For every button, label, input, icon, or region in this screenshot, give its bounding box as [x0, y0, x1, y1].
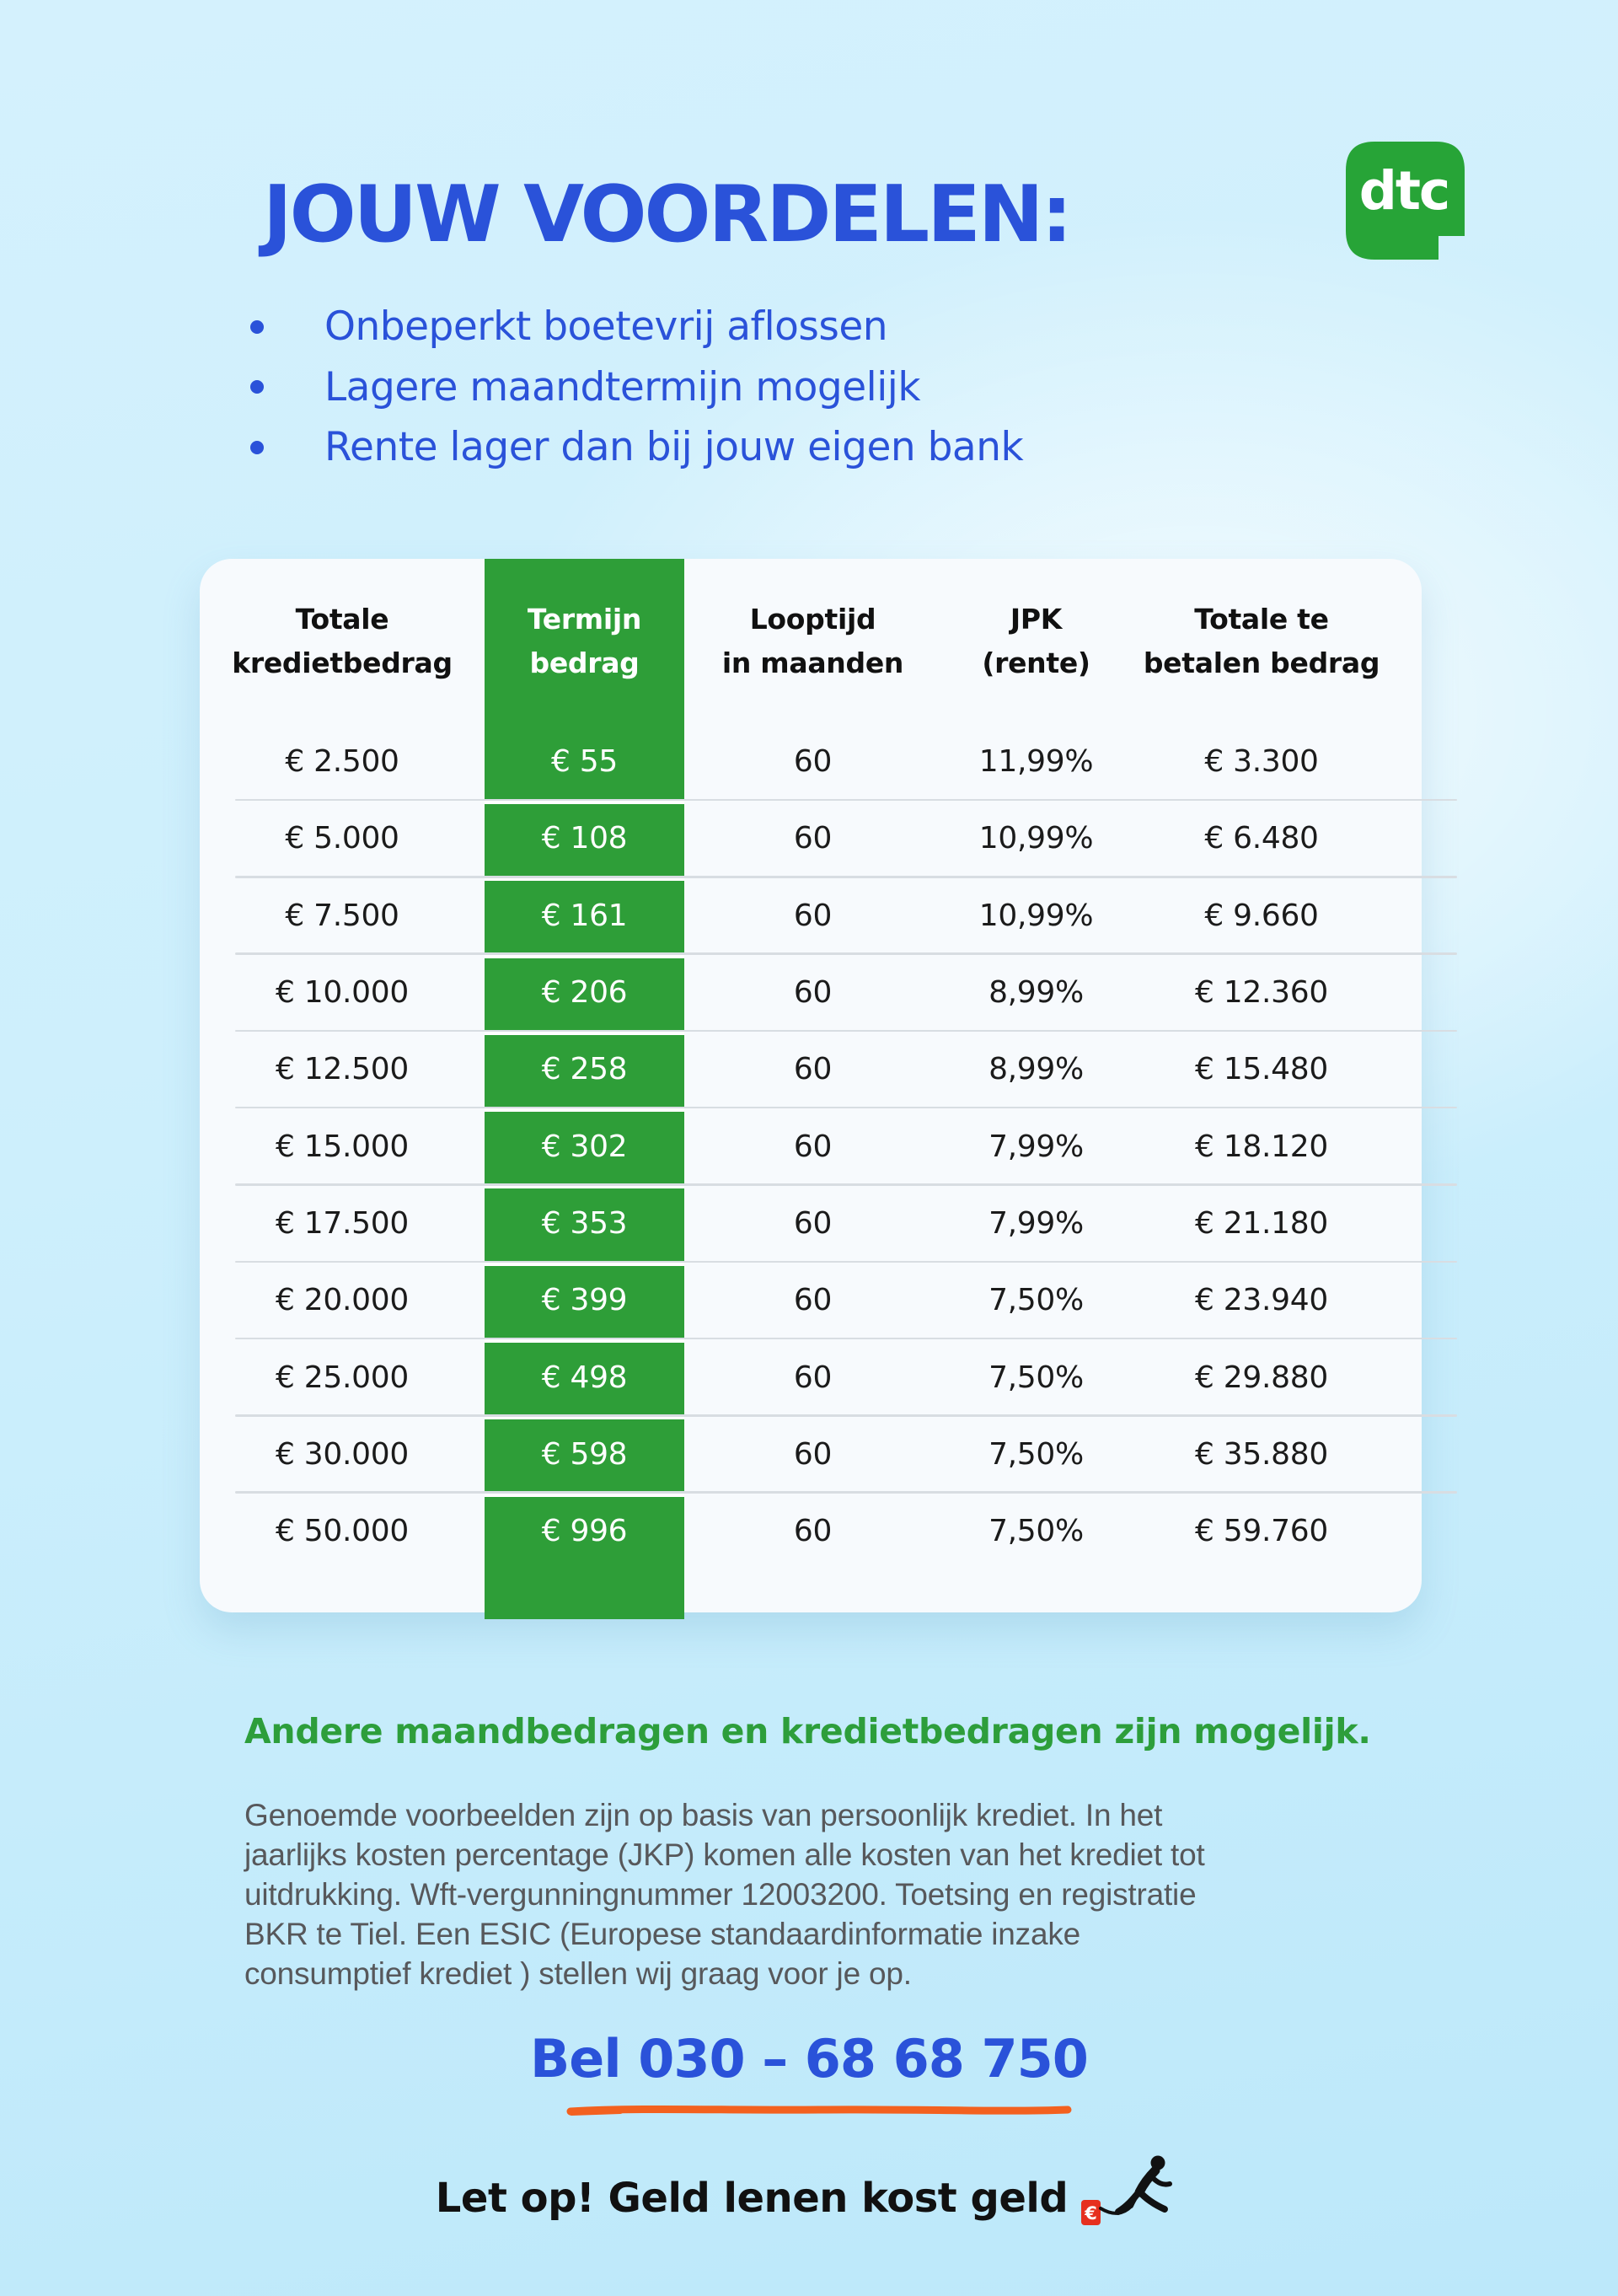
table-cell: 7,99% [988, 1129, 1084, 1164]
table-row [200, 1338, 1392, 1415]
column-header-totale-kredietbedrag [200, 598, 485, 685]
cell-termijn-bedrag: € 258 [541, 1052, 628, 1087]
table-row [200, 1108, 1392, 1184]
table-cell: 8,99% [988, 975, 1084, 1011]
table-cell: € 21.180 [1195, 1205, 1328, 1241]
table-cell: 60 [793, 1129, 833, 1164]
table-cell: 60 [793, 1436, 833, 1472]
header-line: betalen bedrag [1143, 646, 1380, 679]
header-line: Looptijd [749, 602, 876, 636]
table-cell: 60 [793, 1283, 833, 1318]
table-cell: € 35.880 [1195, 1436, 1328, 1472]
table-cell: € 18.120 [1195, 1129, 1328, 1164]
table-cell: 8,99% [988, 1052, 1084, 1087]
list-item [250, 417, 1023, 478]
cell-termijn-bedrag: € 598 [541, 1436, 628, 1472]
list-item [250, 297, 1023, 357]
header-line: bedrag [529, 646, 640, 679]
list-item [250, 357, 1023, 418]
table-cell: 60 [793, 975, 833, 1011]
table-cell: € 7.500 [285, 898, 399, 933]
benefits-list [250, 297, 1023, 478]
table-cell: 10,99% [978, 898, 1094, 933]
table-cell: 60 [793, 1205, 833, 1241]
table-cell: 60 [793, 1514, 833, 1549]
table-row [200, 1416, 1392, 1493]
cell-termijn-bedrag: € 206 [541, 975, 628, 1011]
cell-termijn-bedrag: € 55 [551, 744, 618, 780]
benefit-label: Onbeperkt boetevrij aflossen [324, 303, 888, 351]
rates-table-card [200, 559, 1422, 1612]
table-row [200, 800, 1392, 877]
bullet-icon [250, 441, 264, 454]
table-cell: 7,99% [988, 1205, 1084, 1241]
table-cell: 10,99% [978, 821, 1094, 856]
table-row [200, 954, 1392, 1031]
header-line: JPK [1010, 602, 1063, 636]
benefit-label: Lagere maandtermijn mogelijk [324, 363, 921, 410]
table-cell: 7,50% [988, 1514, 1084, 1549]
cell-termijn-bedrag: € 399 [541, 1283, 628, 1318]
column-header-looptijd [684, 598, 941, 685]
table-cell: € 10.000 [276, 975, 409, 1011]
column-header-totale-te-betalen [1131, 598, 1392, 685]
highlight-text: Andere maandbedragen en kredietbedragen zijn mogelijk. [244, 1711, 1371, 1752]
cell-termijn-bedrag: € 353 [541, 1205, 628, 1241]
euro-symbol: € [1085, 2203, 1097, 2224]
table-cell: 7,50% [988, 1360, 1084, 1395]
table-cell: € 9.660 [1204, 898, 1319, 933]
table-cell: 60 [793, 1360, 833, 1395]
table-cell: € 23.940 [1195, 1283, 1328, 1318]
header-line: (rente) [982, 646, 1090, 679]
header-line: Totale [295, 602, 389, 636]
cell-termijn-bedrag: € 161 [541, 898, 628, 933]
table-row [200, 1493, 1392, 1569]
cell-termijn-bedrag: € 996 [541, 1514, 628, 1549]
table-header-row [200, 559, 1392, 723]
header-line: Termijn [527, 602, 642, 636]
phone-underline-stroke [566, 2104, 1072, 2117]
table-row [200, 877, 1392, 954]
legal-paragraph: Genoemde voorbeelden zijn op basis van persoonlijk krediet. In het jaarlijks kosten percentage (JKP) komen alle kosten van het krediet tot uitdrukking. Wft-vergunningnummer 12003200. Toetsing en registratie BKR te Tiel. Een ESIC (Europese standaardinformatie inzake consumptief krediet ) stellen wij graag voor je op. [244, 1798, 1205, 1991]
column-header-termijn-bedrag [485, 598, 684, 685]
table-cell: € 17.500 [276, 1205, 409, 1241]
phone-number[interactable]: Bel 030 – 68 68 750 [530, 2028, 1088, 2089]
header-line: in maanden [721, 646, 904, 679]
credit-warning-text: Let op! Geld lenen kost geld [435, 2175, 1069, 2222]
table-cell: € 12.500 [276, 1052, 409, 1087]
table-cell: 7,50% [988, 1283, 1084, 1318]
page-title: JOUW VOORDELEN: [263, 169, 1070, 260]
dtc-logo [1346, 142, 1465, 260]
cell-termijn-bedrag: € 498 [541, 1360, 628, 1395]
table-cell: € 6.480 [1204, 821, 1319, 856]
dtc-logo-icon [1346, 142, 1465, 260]
table-cell: € 15.480 [1195, 1052, 1328, 1087]
table-cell: € 50.000 [276, 1514, 409, 1549]
table-cell: 60 [793, 898, 833, 933]
table-cell: € 29.880 [1195, 1360, 1328, 1395]
table-row [200, 1031, 1392, 1108]
table-cell: € 25.000 [276, 1360, 409, 1395]
table-cell: € 15.000 [276, 1129, 409, 1164]
bullet-icon [250, 320, 264, 334]
table-cell: 11,99% [978, 744, 1094, 780]
header-line: Totale te [1194, 602, 1329, 636]
table-cell: 60 [793, 744, 833, 780]
table-body [200, 723, 1392, 1569]
benefit-label: Rente lager dan bij jouw eigen bank [324, 424, 1024, 471]
dtc-logo-text: dtc [1358, 160, 1449, 222]
table-cell: 7,50% [988, 1436, 1084, 1472]
header-line: kredietbedrag [232, 646, 453, 679]
cell-termijn-bedrag: € 108 [541, 821, 628, 856]
column-header-jpk [941, 598, 1131, 685]
table-cell: € 20.000 [276, 1283, 409, 1318]
table-row [200, 1262, 1392, 1338]
table-cell: € 30.000 [276, 1436, 409, 1472]
table-cell: 60 [793, 1052, 833, 1087]
money-ball-runner-icon [1080, 2154, 1182, 2230]
table-cell: € 5.000 [285, 821, 399, 856]
table-cell: € 3.300 [1204, 744, 1319, 780]
cell-termijn-bedrag: € 302 [541, 1129, 628, 1164]
table-cell: € 59.760 [1195, 1514, 1328, 1549]
table-cell: € 2.500 [285, 744, 399, 780]
credit-warning [0, 2154, 1618, 2230]
bullet-icon [250, 380, 264, 394]
table-cell: € 12.360 [1195, 975, 1328, 1011]
table-cell: 60 [793, 821, 833, 856]
table-row [200, 723, 1392, 800]
table-row [200, 1185, 1392, 1262]
